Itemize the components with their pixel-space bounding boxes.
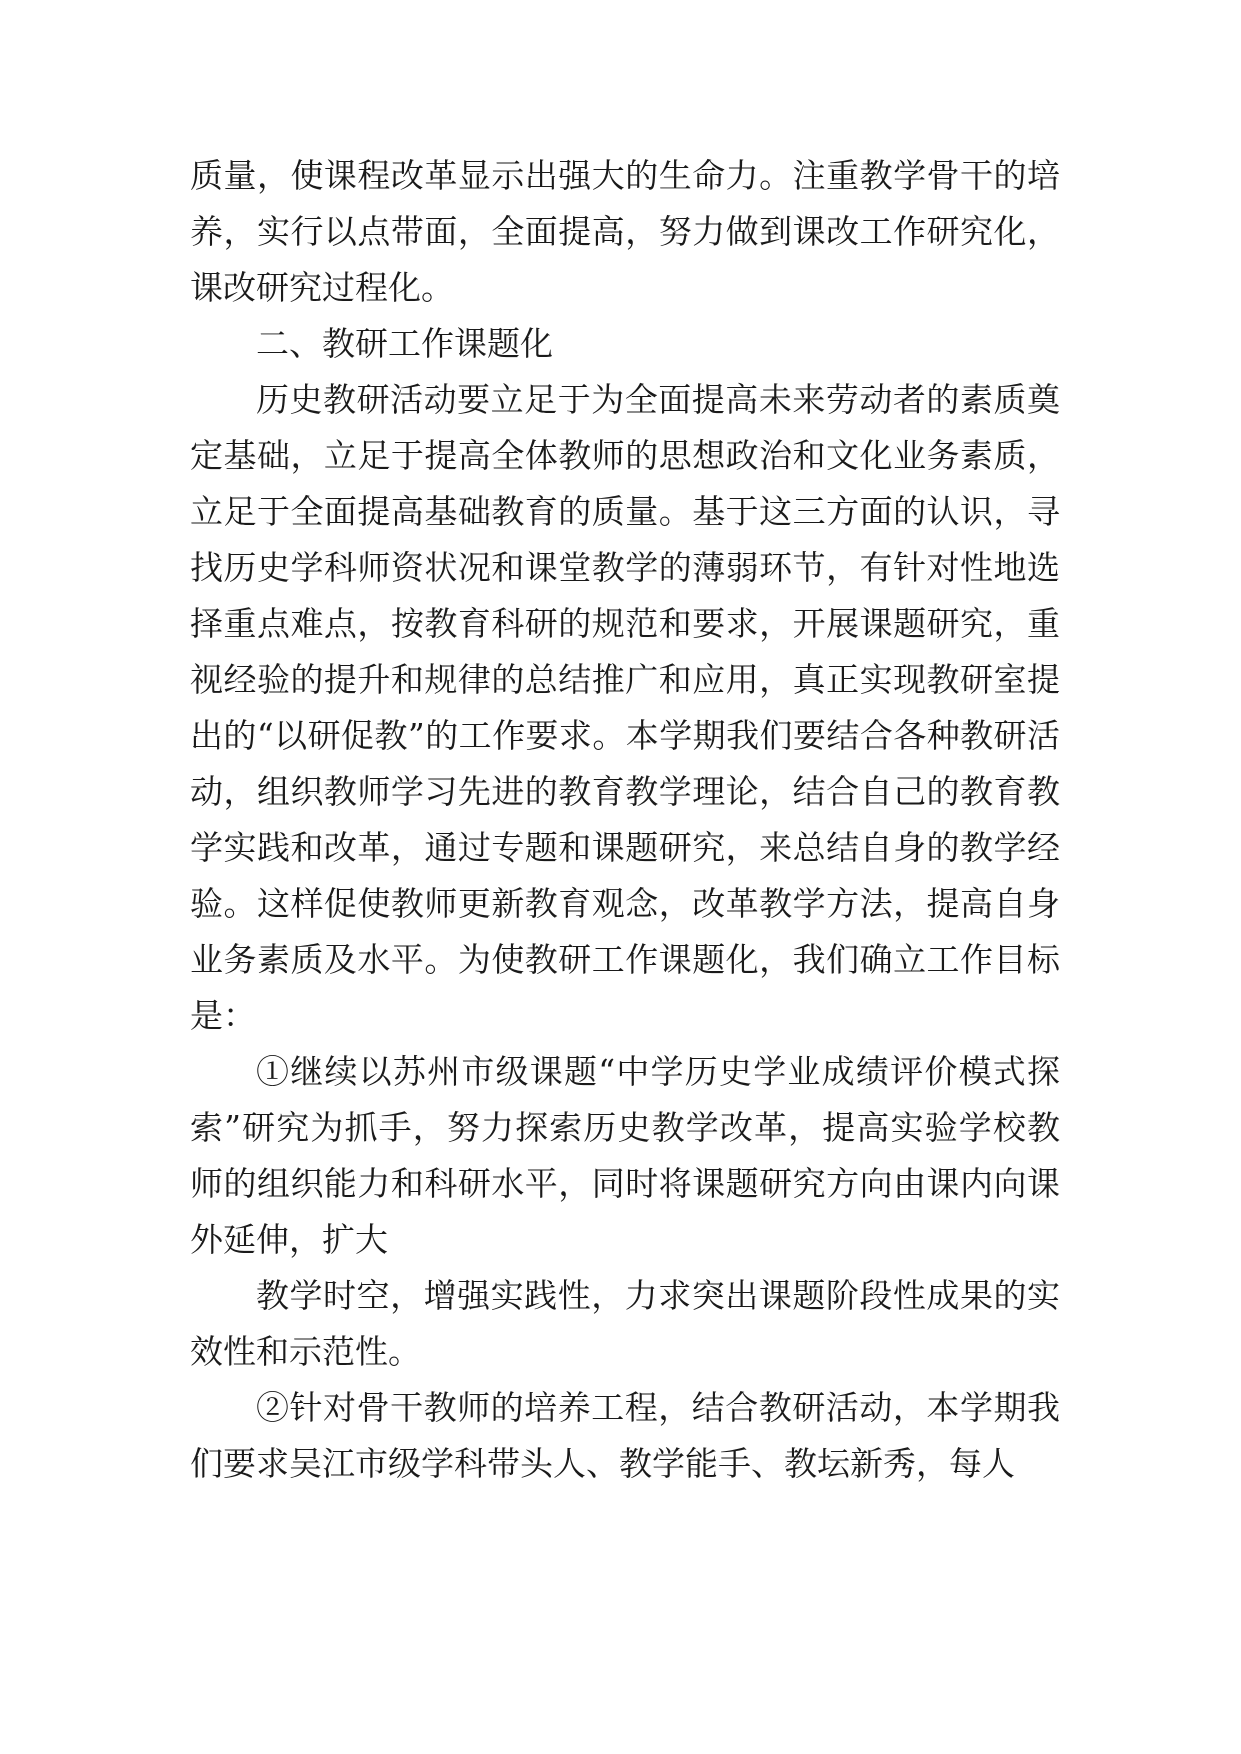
paragraph-1: 质量，使课程改革显示出强大的生命力。注重教学骨干的培养，实行以点带面，全面提高，努力做到课改工作研究化，课改研究过程化。 bbox=[190, 156, 1060, 307]
document-page bbox=[190, 148, 1060, 1492]
paragraph-2: 历史教研活动要立足于为全面提高未来劳动者的素质奠定基础，立足于提高全体教师的思想政治和文化业务素质，立足于全面提高基础教育的质量。基于这三方面的认识，寻找历史学科师资状况和课堂教学的薄弱环节，有针对性地选择重点难点，按教育科研的规范和要求，开展课题研究，重视经验的提升和规律的总结推广和应用，真正实现教研室提出的“以研促教”的工作要求。本学期我们要结合各种教研活动，组织教师学习先进的教育教学理论，结合自己的教育教学实践和改革，通过专题和课题研究，来总结自身的教学经验。这样促使教师更新教育观念，改革教学方法，提高自身业务素质及水平。为使教研工作课题化，我们确立工作目标是： bbox=[190, 380, 1060, 1035]
list-item-1: ①继续以苏州市级课题“中学历史学业成绩评价模式探索”研究为抓手，努力探索历史教学改革，提高实验学校教师的组织能力和科研水平，同时将课题研究方向由课内向课外延伸，扩大 bbox=[190, 1052, 1060, 1259]
list-item-2: ②针对骨干教师的培养工程，结合教研活动，本学期我们要求吴江市级学科带头人、教学能手、教坛新秀，每人 bbox=[190, 1388, 1060, 1483]
section-heading: 二、教研工作课题化 bbox=[256, 324, 553, 363]
paragraph-3: 教学时空，增强实践性，力求突出课题阶段性成果的实效性和示范性。 bbox=[190, 1276, 1060, 1371]
